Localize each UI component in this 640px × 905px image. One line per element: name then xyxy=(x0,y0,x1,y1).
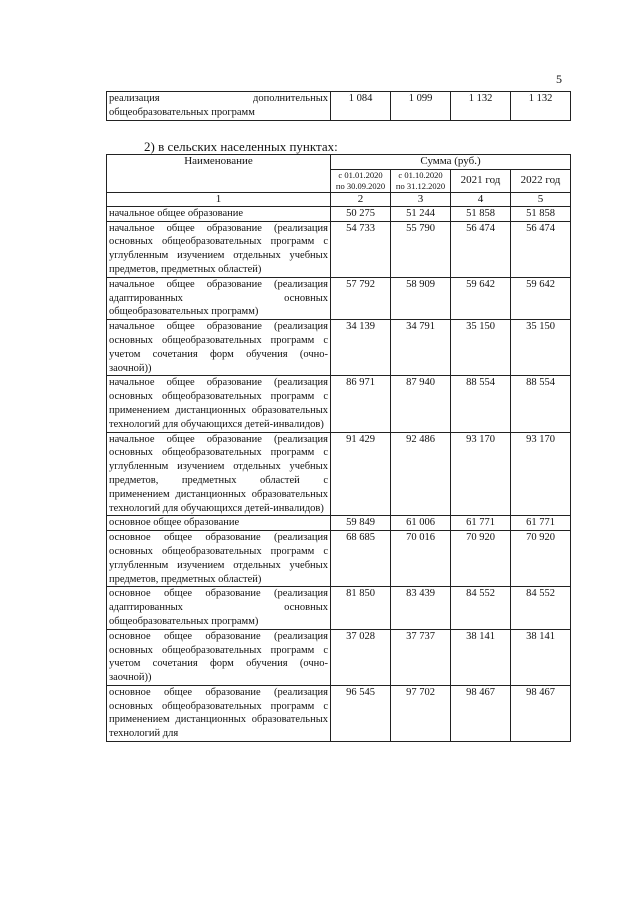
value-cell: 1 132 xyxy=(511,92,571,121)
value-cell: 70 920 xyxy=(511,531,571,587)
value-cell: 59 849 xyxy=(331,516,391,531)
row-name: основное общее образование xyxy=(107,516,331,531)
value-cell: 81 850 xyxy=(331,587,391,629)
value-cell: 98 467 xyxy=(451,685,511,741)
value-cell: 38 141 xyxy=(511,629,571,685)
sum-header: Сумма (руб.) xyxy=(331,155,571,170)
period-start: с 01.01.2020 xyxy=(338,169,383,180)
table-row xyxy=(107,432,571,516)
value-cell: 61 771 xyxy=(451,516,511,531)
value-cell: 96 545 xyxy=(331,685,391,741)
value-cell: 1 084 xyxy=(331,92,391,121)
section-title: 2) в сельских населенных пунктах: xyxy=(144,139,338,154)
value-cell: 70 016 xyxy=(391,531,451,587)
value-cell: 68 685 xyxy=(331,531,391,587)
value-cell: 50 275 xyxy=(331,206,391,221)
period-end: по 31.12.2020 xyxy=(395,180,446,191)
value-cell: 56 474 xyxy=(451,221,511,277)
value-cell: 37 028 xyxy=(331,629,391,685)
row-name: основное общее образование (реализация основных общеобразовательных программ с углубленным изучением отдельных учебных предметов, предметных областей) xyxy=(107,531,331,587)
value-cell: 98 467 xyxy=(511,685,571,741)
row-name: начальное общее образование (реализация основных общеобразовательных программ с углубленным изучением отдельных учебных предметов, предметных областей) xyxy=(107,221,331,277)
table-body xyxy=(107,206,571,741)
value-cell: 88 554 xyxy=(451,376,511,432)
year-header: 2022 год xyxy=(511,169,571,192)
value-cell: 1 132 xyxy=(451,92,511,121)
period-start: с 01.10.2020 xyxy=(398,169,443,180)
value-cell: 58 909 xyxy=(391,277,451,319)
table-row xyxy=(107,629,571,685)
value-cell: 83 439 xyxy=(391,587,451,629)
value-cell: 61 771 xyxy=(511,516,571,531)
value-cell: 93 170 xyxy=(451,432,511,516)
year-header: 2021 год xyxy=(451,169,511,192)
row-name: основное общее образование (реализация адаптированных основных общеобразовательных программ) xyxy=(107,587,331,629)
rates-table xyxy=(106,154,571,742)
value-cell: 35 150 xyxy=(451,320,511,376)
header-row xyxy=(107,155,571,170)
value-cell: 61 006 xyxy=(391,516,451,531)
table-row xyxy=(107,277,571,319)
value-cell: 97 702 xyxy=(391,685,451,741)
value-cell: 54 733 xyxy=(331,221,391,277)
table-row xyxy=(107,320,571,376)
value-cell: 88 554 xyxy=(511,376,571,432)
row-name: начальное общее образование (реализация основных общеобразовательных программ с углубленным изучением отдельных учебных предметов, предметных областей с применением дистанционных образовательных технологий для обучающихся детей-инвалидов) xyxy=(107,432,331,516)
page-number: 5 xyxy=(556,72,562,86)
value-cell: 59 642 xyxy=(451,277,511,319)
table-row xyxy=(107,221,571,277)
table-row xyxy=(107,531,571,587)
period-end: по 30.09.2020 xyxy=(335,180,386,191)
value-cell: 59 642 xyxy=(511,277,571,319)
row-name: начальное общее образование (реализация основных общеобразовательных программ с учетом сочетания форм обучения (очно-заочной)) xyxy=(107,320,331,376)
table-row xyxy=(107,376,571,432)
column-number: 1 xyxy=(107,192,331,206)
row-name: основное общее образование (реализация основных общеобразовательных программ с применением дистанционных образовательных технологий для xyxy=(107,685,331,741)
table-row xyxy=(107,92,571,121)
value-cell: 93 170 xyxy=(511,432,571,516)
row-name: начальное общее образование (реализация адаптированных основных общеобразовательных программ) xyxy=(107,277,331,319)
value-cell: 35 150 xyxy=(511,320,571,376)
column-number: 3 xyxy=(391,192,451,206)
value-cell: 70 920 xyxy=(451,531,511,587)
column-number: 4 xyxy=(451,192,511,206)
table-row xyxy=(107,206,571,221)
name-header: Наименование xyxy=(107,155,331,193)
value-cell: 55 790 xyxy=(391,221,451,277)
value-cell: 57 792 xyxy=(331,277,391,319)
table-row xyxy=(107,516,571,531)
row-name: реализация дополнительных общеобразовательных программ xyxy=(107,92,331,121)
value-cell: 51 244 xyxy=(391,206,451,221)
period-header xyxy=(391,169,451,192)
value-cell: 91 429 xyxy=(331,432,391,516)
value-cell: 38 141 xyxy=(451,629,511,685)
column-number: 5 xyxy=(511,192,571,206)
value-cell: 1 099 xyxy=(391,92,451,121)
value-cell: 51 858 xyxy=(511,206,571,221)
value-cell: 86 971 xyxy=(331,376,391,432)
value-cell: 51 858 xyxy=(451,206,511,221)
value-cell: 84 552 xyxy=(511,587,571,629)
value-cell: 87 940 xyxy=(391,376,451,432)
value-cell: 37 737 xyxy=(391,629,451,685)
column-number-row xyxy=(107,192,571,206)
value-cell: 34 139 xyxy=(331,320,391,376)
column-number: 2 xyxy=(331,192,391,206)
period-header xyxy=(331,169,391,192)
value-cell: 84 552 xyxy=(451,587,511,629)
table-row xyxy=(107,587,571,629)
row-name: основное общее образование (реализация основных общеобразовательных программ с учетом сочетания форм обучения (очно-заочной)) xyxy=(107,629,331,685)
value-cell: 56 474 xyxy=(511,221,571,277)
value-cell: 92 486 xyxy=(391,432,451,516)
continued-table xyxy=(106,91,571,121)
row-name: начальное общее образование (реализация основных общеобразовательных программ с применением дистанционных образовательных технологий для обучающихся детей-инвалидов) xyxy=(107,376,331,432)
row-name: начальное общее образование xyxy=(107,206,331,221)
table-row xyxy=(107,685,571,741)
value-cell: 34 791 xyxy=(391,320,451,376)
